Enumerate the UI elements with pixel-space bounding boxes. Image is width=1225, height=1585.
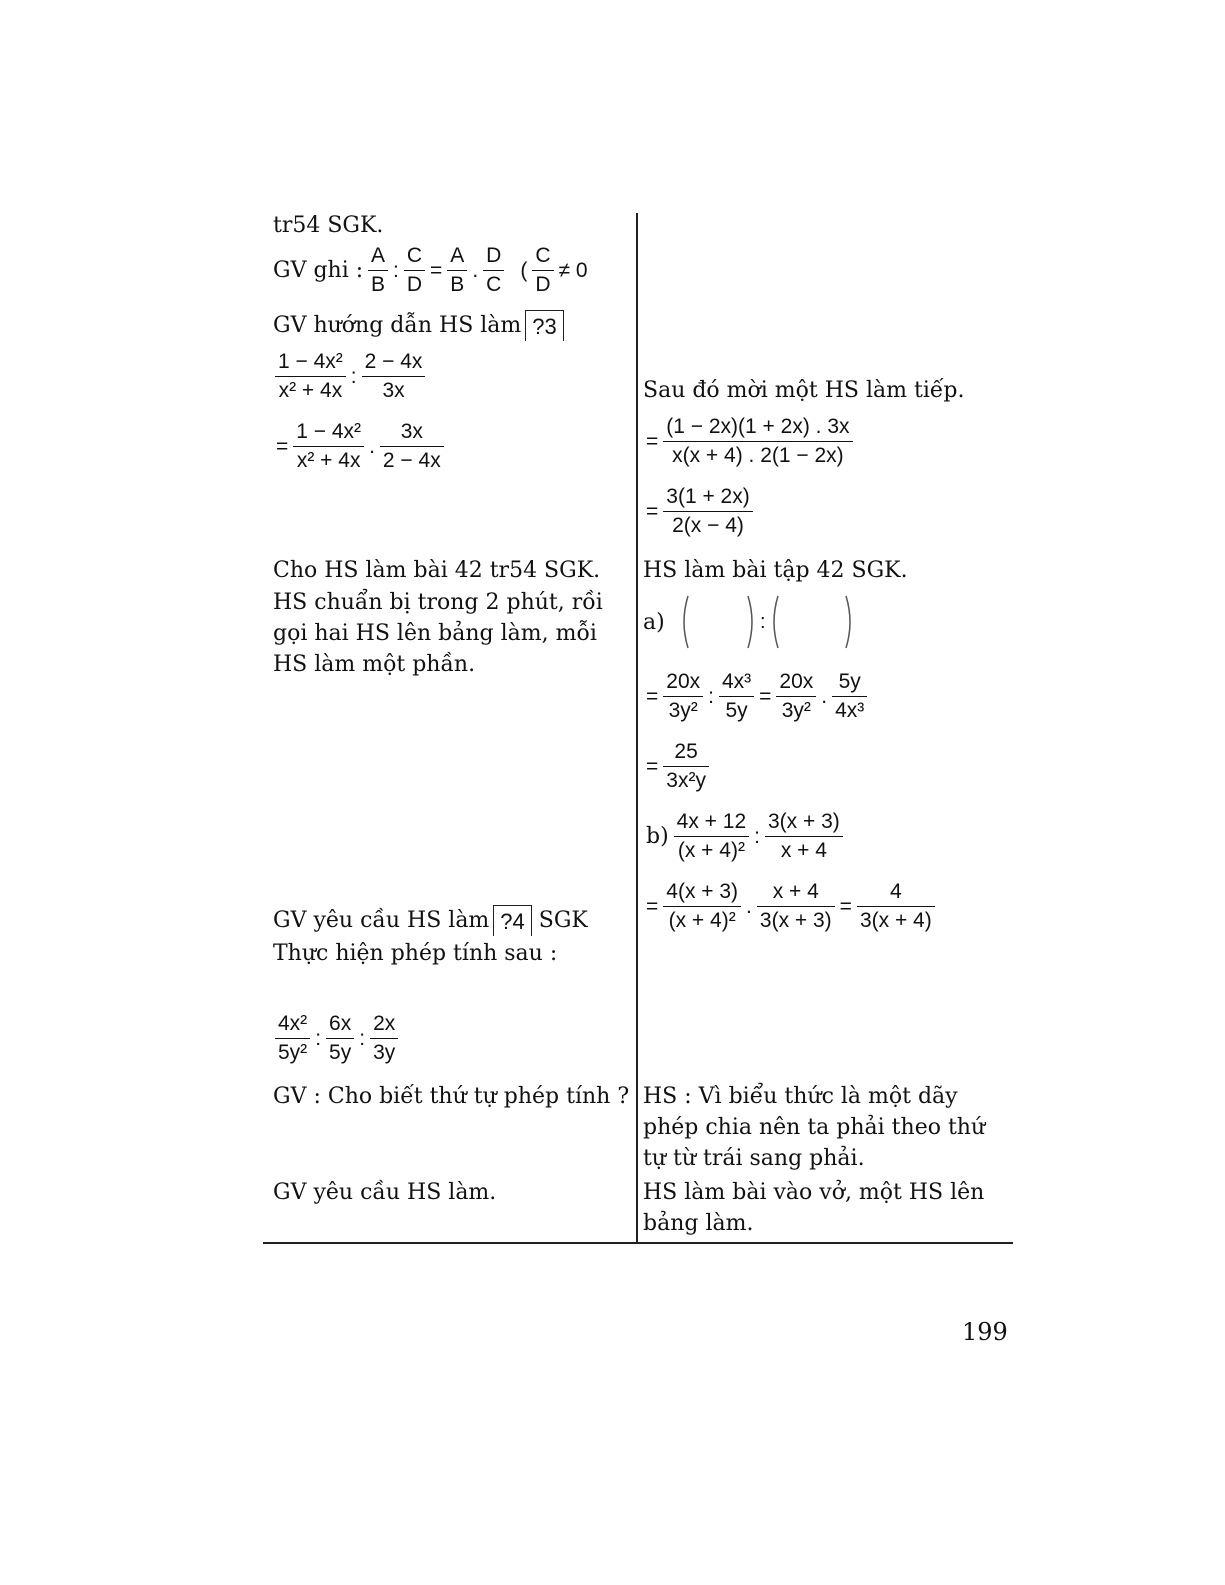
formula-division-rule: $\frac{A}{B}$ : $\frac{C}{D}$ = $\frac{A}{B}$ . $\frac{D}{C}$ ( $\frac{C}{D}$ ≠ 0 — [366, 244, 591, 297]
text-prep-3: HS làm một phần. — [273, 652, 476, 677]
text-hs42: HS làm bài tập 42 SGK. — [643, 558, 908, 583]
page-number: 199 — [962, 1318, 1008, 1346]
text-hs-answer-1: HS : Vì biểu thức là một dãy — [643, 1084, 958, 1109]
question-box-3: ?3 — [525, 310, 563, 341]
formula-q3-expression: $\frac{\text{1 − 4x²}}{\text{x² + 4x}}$ : $\frac{2 - 4x}{3x}$ — [273, 350, 427, 403]
text-prep-2: gọi hai HS lên bảng làm, mỗi — [273, 621, 597, 646]
text-tr54: tr54 SGK. — [273, 213, 384, 238]
formula-q3-step: = $\frac{\text{1 − 4x²}}{\text{x² + 4x}}$ . $\frac{3x}{2 - 4x}$ — [273, 420, 446, 473]
formula-a-step-1: = $\frac{20x}{\text{3y²}}$ : $\frac{\text{4x³}}{5y}$ = $\frac{20x}{\text{3y²}}$ . $\frac{5y}{\text{4x³}}$ — [643, 670, 869, 723]
table-bottom-rule — [263, 1242, 1013, 1244]
column-divider — [636, 213, 638, 1243]
label-part-a: a) — [643, 610, 665, 635]
formula-q4-expression: $\frac{\text{4x²}}{\text{5y²}}$ : $\frac{6x}{5y}$ : $\frac{2x}{3y}$ — [273, 1012, 400, 1065]
formula-a-original — [678, 592, 858, 652]
formula-a-parentheses — [678, 592, 858, 652]
text-hs-do-2: bảng làm. — [643, 1211, 754, 1236]
text-next-student: Sau đó mời một HS làm tiếp. — [643, 378, 965, 403]
formula-b-step: = $\frac{4(x + 3)}{\text{(x + 4)²}}$ . $\frac{x + 4}{3(x + 3)}$ = $\frac{4}{3(x + 4)}$ — [643, 880, 937, 933]
text-calc: Thực hiện phép tính sau : — [273, 941, 558, 966]
text-hs-answer-2: phép chia nên ta phải theo thứ — [643, 1115, 986, 1140]
formula-b-original: b) $\frac{4x + 12}{\text{(x + 4)²}}$ : $\frac{3(x + 3)}{x + 4}$ — [643, 810, 845, 863]
text-guide-q3: GV hướng dẫn HS làm ?3 — [273, 310, 564, 341]
text-prep-1: HS chuẩn bị trong 2 phút, rồi — [273, 590, 603, 615]
text-q4-request: GV yêu cầu HS làm ?4 SGK — [273, 905, 588, 936]
text-bai42: Cho HS làm bài 42 tr54 SGK. — [273, 558, 601, 583]
text-require-do: GV yêu cầu HS làm. — [273, 1180, 497, 1205]
text-order-question: GV : Cho biết thứ tự phép tính ? — [273, 1084, 630, 1109]
text-hs-answer-3: tự từ trái sang phải. — [643, 1146, 865, 1171]
formula-q3-result-2: = $\frac{3(1 + 2x)}{2(x - 4)}$ — [643, 485, 755, 538]
text-hs-do-1: HS làm bài vào vở, một HS lên — [643, 1180, 985, 1205]
question-box-4: ?4 — [493, 905, 531, 936]
formula-q3-result-1: = $\frac{(1 - 2x)(1 + 2x) . 3x}{x(x + 4) . 2(1 - 2x)}$ — [643, 415, 855, 468]
formula-a-result: = $\frac{25}{\text{3x²y}}$ — [643, 740, 711, 793]
text-gv-ghi: GV ghi : — [273, 258, 364, 283]
svg-text::: : — [760, 611, 766, 633]
